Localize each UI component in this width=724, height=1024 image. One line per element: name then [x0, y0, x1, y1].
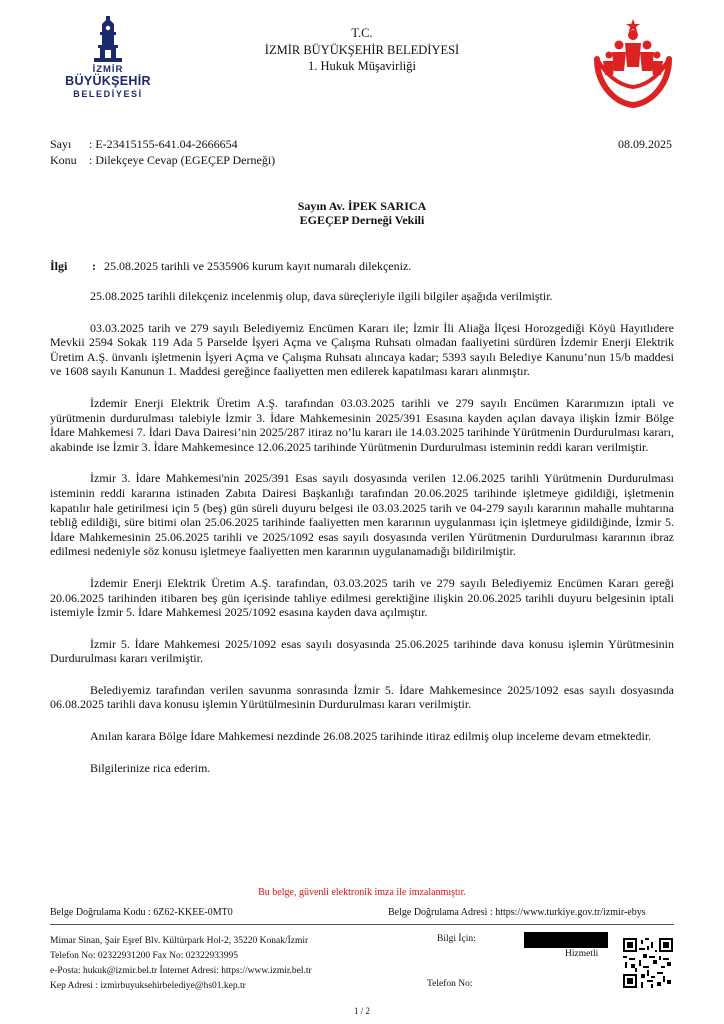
hands-people-icon — [583, 15, 683, 111]
footer-email-web[interactable]: e-Posta: hukuk@izmir.bel.tr İnternet Adresi: https://www.izmir.bel.tr — [50, 966, 312, 976]
addressee-name: Sayın Av. İPEK SARICA — [297, 199, 427, 213]
addressee-role: EGEÇEP Derneği Vekili — [299, 213, 425, 227]
redacted-name-block — [524, 932, 608, 948]
body-paragraph: 25.08.2025 tarihli dilekçeniz incelenmiş olup, dava süreçleriyle ilgili bilgiler aşağıda verilmiştir. — [90, 289, 553, 303]
letter-body — [50, 289, 674, 792]
ilgi-colon: : — [92, 259, 96, 273]
footer-contact — [50, 934, 312, 994]
closing-line: Bilgilerinize rica ederim. — [90, 760, 211, 775]
addressee — [200, 199, 524, 227]
telefon-label: Telefon No: — [427, 979, 473, 989]
ilgi-value: 25.08.2025 tarihli ve 2535906 kurum kayıt numaralı dilekçeniz. — [104, 259, 412, 273]
role-label: Hizmetli — [565, 949, 599, 959]
logo-text-buyuksehir: BÜYÜKŞEHİR — [65, 74, 151, 88]
konu-label: Konu — [50, 153, 77, 167]
letterhead-department: 1. Hukuk Müşavirliği — [308, 59, 416, 73]
letterhead-institution: İZMİR BÜYÜKŞEHİR BELEDİYESİ — [264, 42, 460, 57]
letterhead — [180, 25, 544, 75]
qr-code-icon — [623, 938, 673, 988]
page-number: 1 / 2 — [353, 1006, 370, 1016]
body-paragraph: İzdemir Enerji Elektrik Üretim A.Ş. tarafından, 03.03.2025 tarih ve 279 sayılı Belediyemiz Encümen Kararı gereği 20.06.2025 tarihinden itibaren beş gün içerisinde tahliye edilmesi gerektiğine ilişkin 20.06.2025 tarihli duyuru belgesinin iptali istemiyle İzmir 5. İdare Mahkemesi 2025/1092 esasına kayden dava açılmıştır. — [50, 575, 674, 620]
body-paragraph: Anılan karara Bölge İdare Mahkemesi nezdinde 26.08.2025 tarihinde itiraz edilmiş olup inceleme devam etmektedir. — [90, 729, 652, 744]
e-signature-note: Bu belge, güvenli elektronik imza ile imzalanmıştır. — [258, 887, 466, 898]
logo-text-belediyesi: BELEDİYESİ — [73, 89, 143, 99]
body-paragraph: İzdemir Enerji Elektrik Üretim A.Ş. tarafından 03.03.2025 tarihli ve 279 sayılı Encümen Kararımızın iptali ve yürütmenin durdurulması talebiyle İzmir 3. İdare Mahkemesinin 2025/391 Esasına kayden açılan davaya ilişkin İzmir Bölge İdare Mahkemesi 7. İdari Dava Dairesi’nin 2025/287 itiraz no’lu kararı ile 14.03.2025 tarihinde Yürütmenin Durdurulması kararı, akabinde ise İzmir 3. İdare Mahkemesince 12.06.2025 tarihinde Yürütmenin Durdurulması isteminin reddi kararı verilmiştir. — [50, 395, 674, 454]
ilgi-label: İlgi — [50, 259, 68, 273]
sayi-value: : E-23415155-641.04-2666654 — [89, 137, 238, 151]
footer-address: Mimar Sinan, Şair Eşref Blv. Kültürpark Hol-2, 35220 Konak/İzmir — [50, 936, 309, 946]
clock-tower-icon — [62, 14, 154, 64]
body-paragraph: İzmir 5. İdare Mahkemesi 2025/1092 esas sayılı dosyasında 25.06.2025 tarihinde dava konusu işlemin Yürütmesinin Durdurulması kararı verilmiştir. — [50, 636, 674, 666]
document-date: 08.09.2025 — [618, 137, 672, 151]
footer-divider — [50, 924, 674, 925]
bilgi-icin-label: Bilgi İçin: — [437, 934, 476, 944]
body-paragraph: 03.03.2025 tarih ve 279 sayılı Belediyemiz Encümen Kararı ile; İzmir İli Aliağa İlçesi Horozgediği Köyü Hayıtlıdere Mevkii 2594 Sokak 119 Ada 5 Parselde İşyeri Açma ve Çalışma Ruhsatı olmadan faaliyetini sürdüren İzdemir Enerji Elektrik Üretim A.Ş. ünvanlı işletmenin İşyeri Açma ve Çalışma Ruhsatı alıncaya kadar; 5393 sayılı Belediye Kanunu’nun 15/b maddesi ve 1608 sayılı Kanunun 1. Maddesi gereğince faaliyetten men edilerek kapatılması kararı alınmıştır. — [50, 320, 674, 379]
konu-value: : Dilekçeye Cevap (EGEÇEP Derneği) — [89, 153, 276, 167]
footer-phone-fax: Telefon No: 02322931200 Fax No: 02322933995 — [50, 951, 239, 961]
body-paragraph: İzmir 3. İdare Mahkemesi'nin 2025/391 Esas sayılı dosyasında verilen 12.06.2025 tarihli Yürütmenin Durdurulması isteminin reddi kararına istinaden Zabıta Dairesi Başkanlığı tarafından 20.06.2025 tarihinde işletmeye gidildiği, işletmenin kapatılır hale getirilmesi için 5 (beş) gün süreli duyuru belgesi ile 03.03.2025 tarih ve 04-279 sayılı kararının mahalle muhtarına tebliğ edildiği, süre bitimi olan 25.06.2025 tarihinde faaliyetten men kararının uygulanması için işletmeye gidildiğinde, İzmir 5. İdare Mahkemesinin 25.06.2025 tarihli ve 2025/1092 esas sayılı dosyasında verilen Yürütmenin Durdurulması kararının ibraz edilmesi nedeniyle söz konusu işletmeye faaliyetten men kararının uygulanamadığı bildirilmiştir. — [50, 471, 674, 559]
verification-url[interactable]: Belge Doğrulama Adresi : https://www.turkiye.gov.tr/izmir-ebys — [388, 907, 646, 918]
footer-kep: Kep Adresi : izmirbuyuksehirbelediye@hs01.kep.tr — [50, 981, 246, 991]
izmir-bb-logo — [62, 14, 154, 104]
verification-code: Belge Doğrulama Kodu : 6Z62-KKEE-0MT0 — [50, 907, 233, 918]
social-services-logo — [583, 15, 683, 111]
logo-text-izmir: İZMİR — [92, 64, 124, 75]
sayi-label: Sayı — [50, 137, 72, 151]
letterhead-tc: T.C. — [351, 26, 373, 40]
body-paragraph: Belediyemiz tarafından verilen savunma sonrasında İzmir 5. İdare Mahkemesince 2025/1092 esas sayılı dosyasında 06.08.2025 tarihli dava konusu işlemin Yürütülmesinin Durdurulması kararı verilmiştir. — [50, 682, 674, 712]
